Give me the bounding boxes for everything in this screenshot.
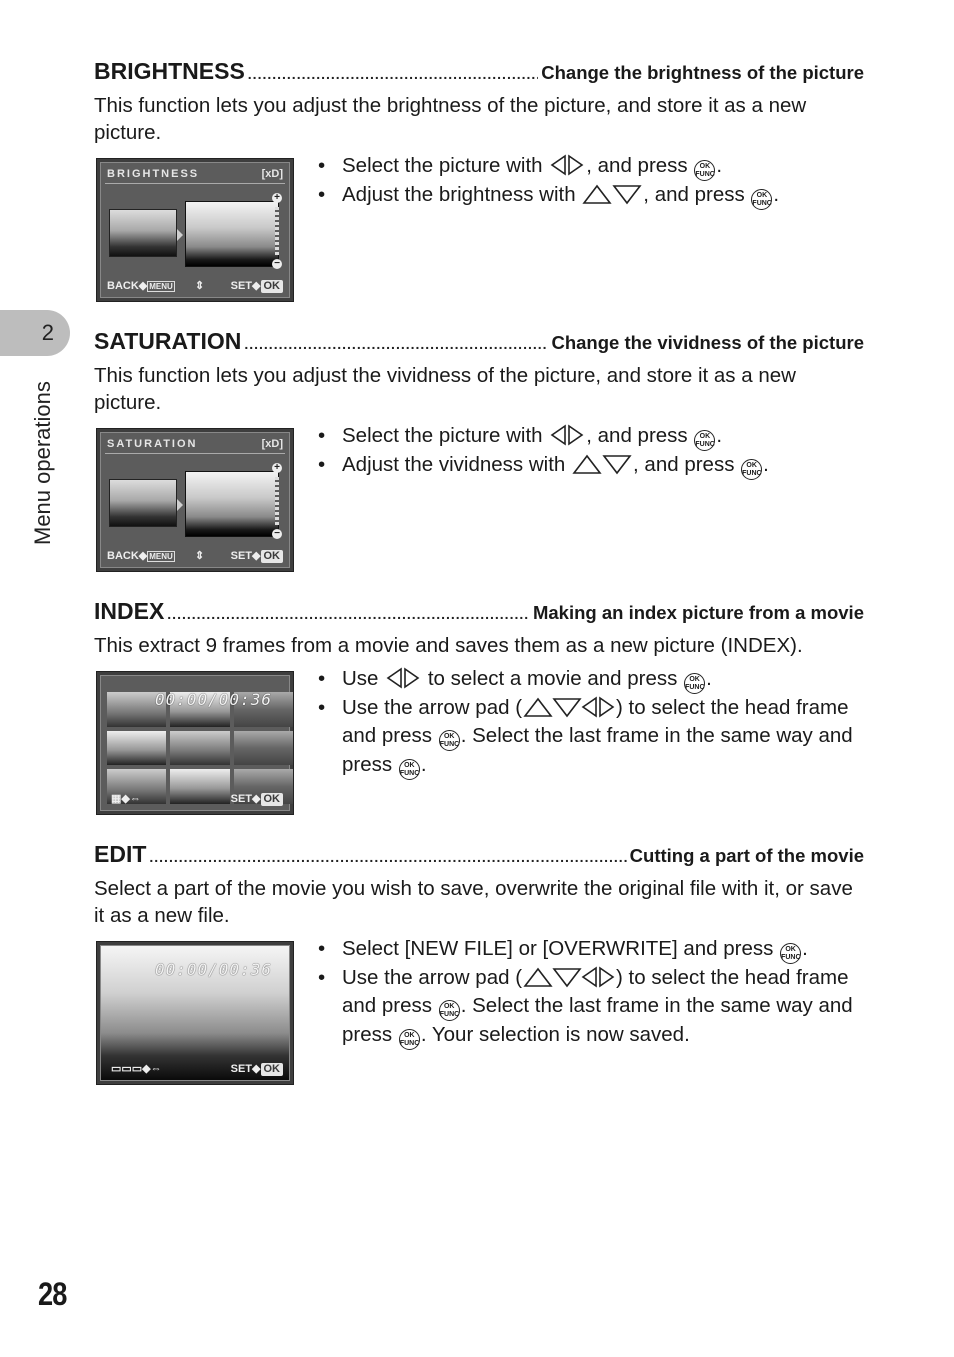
menu-button-icon: MENU <box>149 552 173 561</box>
saturation-intro: This function lets you adjust the vividness of the picture, and store it as a new picture. <box>94 364 796 414</box>
index-section <box>94 598 864 815</box>
list-item: • Use the arrow pad ( ) to select the head frame and press OK FUNC. Select the last frame in the same way and press OK FUNC. Your selection is now saved. <box>316 964 864 1050</box>
timecode: 00:00/00:36 <box>155 960 272 979</box>
adjusted-preview <box>185 201 279 267</box>
screen-title: BRIGHTNESS <box>107 168 200 180</box>
list-item: • Adjust the vividness with , and press OK FUNC. <box>316 451 864 480</box>
plus-icon: + <box>272 193 282 203</box>
set-label: SET <box>230 1063 253 1075</box>
leader-dots <box>149 849 626 865</box>
brightness-title: BRIGHTNESS <box>94 58 245 84</box>
list-item: • Use the arrow pad ( ) to select the head frame and press OK FUNC. Select the last frame in the same way and press OK FUNC. <box>316 694 864 780</box>
leader-dots <box>244 336 548 352</box>
edit-section <box>94 841 864 1085</box>
original-thumbnail <box>109 209 177 257</box>
level-scale <box>272 193 282 269</box>
ok-func-icon: OK FUNC <box>694 430 715 451</box>
original-thumbnail <box>109 479 177 527</box>
arrow-right-icon <box>177 229 183 241</box>
ok-func-icon: OK FUNC <box>399 1029 420 1050</box>
index-heading <box>94 598 864 628</box>
saturation-section <box>94 328 864 572</box>
leader-dots <box>248 66 538 82</box>
ok-func-icon: OK FUNC <box>399 759 420 780</box>
ok-func-icon: OK FUNC <box>694 160 715 181</box>
set-label: SET <box>230 280 253 292</box>
index-screen-image: 00:00/00:36 ▦◆⇔ SET◆ OK <box>96 671 294 815</box>
left-right-arrow-icon <box>385 667 421 689</box>
brightness-subtitle: Change the brightness of the picture <box>541 62 864 83</box>
ok-func-icon: OK FUNC <box>439 730 460 751</box>
updown-icon: ⇕ <box>195 550 205 562</box>
arrow-pad-icon <box>523 696 615 718</box>
index-title: INDEX <box>94 598 165 624</box>
ok-func-icon: OK FUNC <box>439 1000 460 1021</box>
edit-heading <box>94 841 864 871</box>
frame-bar-icon: ▭▭▭◆⇔ <box>111 1063 162 1075</box>
media-label: [xD] <box>261 168 283 180</box>
saturation-screen-image: SATURATION [xD] + − BACK◆ MENU ⇕ SET◆ OK <box>96 428 294 572</box>
edit-screen-image: 00:00/00:36 ▭▭▭◆⇔ SET◆ OK <box>96 941 294 1085</box>
set-label: SET <box>230 550 253 562</box>
saturation-title: SATURATION <box>94 328 242 354</box>
timecode: 00:00/00:36 <box>155 690 272 709</box>
ok-button-icon: OK <box>261 550 284 563</box>
back-label: BACK <box>107 550 139 562</box>
set-label: SET <box>230 793 253 805</box>
chapter-number: 2 <box>41 320 54 345</box>
index-steps <box>316 665 864 780</box>
brightness-intro: This function lets you adjust the brightness of the picture, and store it as a new picture. <box>94 94 807 144</box>
leader-dots <box>167 606 530 622</box>
back-label: BACK <box>107 280 139 292</box>
ok-button-icon: OK <box>261 1063 284 1076</box>
list-item: • Select [NEW FILE] or [OVERWRITE] and press OK FUNC. <box>316 935 864 964</box>
list-item: • Select the picture with , and press OK FUNC. <box>316 422 864 451</box>
left-right-arrow-icon <box>549 154 585 176</box>
arrow-right-icon <box>177 499 183 511</box>
arrow-pad-icon <box>523 966 615 988</box>
brightness-section <box>94 58 864 302</box>
brightness-steps <box>316 152 864 210</box>
saturation-subtitle: Change the vividness of the picture <box>551 332 864 353</box>
level-scale <box>272 463 282 539</box>
index-subtitle: Making an index picture from a movie <box>532 602 864 623</box>
saturation-heading <box>94 328 864 358</box>
minus-icon: − <box>272 259 282 269</box>
screen-title: SATURATION <box>107 438 198 450</box>
left-right-arrow-icon <box>549 424 585 446</box>
edit-intro: Select a part of the movie you wish to save, overwrite the original file with it, or save it as a new file. <box>94 877 853 927</box>
up-down-arrow-icon <box>582 183 642 205</box>
updown-icon: ⇕ <box>195 280 205 292</box>
menu-button-icon: MENU <box>149 282 173 291</box>
list-item: • Use to select a movie and press OK FUNC. <box>316 665 864 694</box>
brightness-screen-image: BRIGHTNESS [xD] + − BACK◆ MENU ⇕ SET◆ OK <box>96 158 294 302</box>
up-down-arrow-icon <box>572 453 632 475</box>
ok-button-icon: OK <box>261 793 284 806</box>
frame-select-icon: ▦◆⇔ <box>111 793 141 805</box>
saturation-steps <box>316 422 864 480</box>
edit-steps <box>316 935 864 1050</box>
frame-thumbnail <box>234 731 293 766</box>
brightness-heading <box>94 58 864 88</box>
list-item: • Select the picture with , and press OK FUNC. <box>316 152 864 181</box>
chapter-tab <box>0 310 70 356</box>
frame-thumbnail <box>107 731 166 766</box>
minus-icon: − <box>272 529 282 539</box>
ok-func-icon: OK FUNC <box>741 459 762 480</box>
adjusted-preview <box>185 471 279 537</box>
edit-title: EDIT <box>94 841 147 867</box>
plus-icon: + <box>272 463 282 473</box>
frame-thumbnail <box>170 731 229 766</box>
media-label: [xD] <box>261 438 283 450</box>
list-item: • Adjust the brightness with , and press OK FUNC. <box>316 181 864 210</box>
ok-button-icon: OK <box>261 280 284 293</box>
ok-func-icon: OK FUNC <box>684 673 705 694</box>
ok-func-icon: OK FUNC <box>751 189 772 210</box>
edit-subtitle: Cutting a part of the movie <box>629 845 864 866</box>
page-number: 28 <box>38 1276 67 1312</box>
ok-func-icon: OK FUNC <box>780 943 801 964</box>
index-intro: This extract 9 frames from a movie and saves them as a new picture (INDEX). <box>94 634 803 657</box>
chapter-label: Menu operations <box>30 381 55 545</box>
